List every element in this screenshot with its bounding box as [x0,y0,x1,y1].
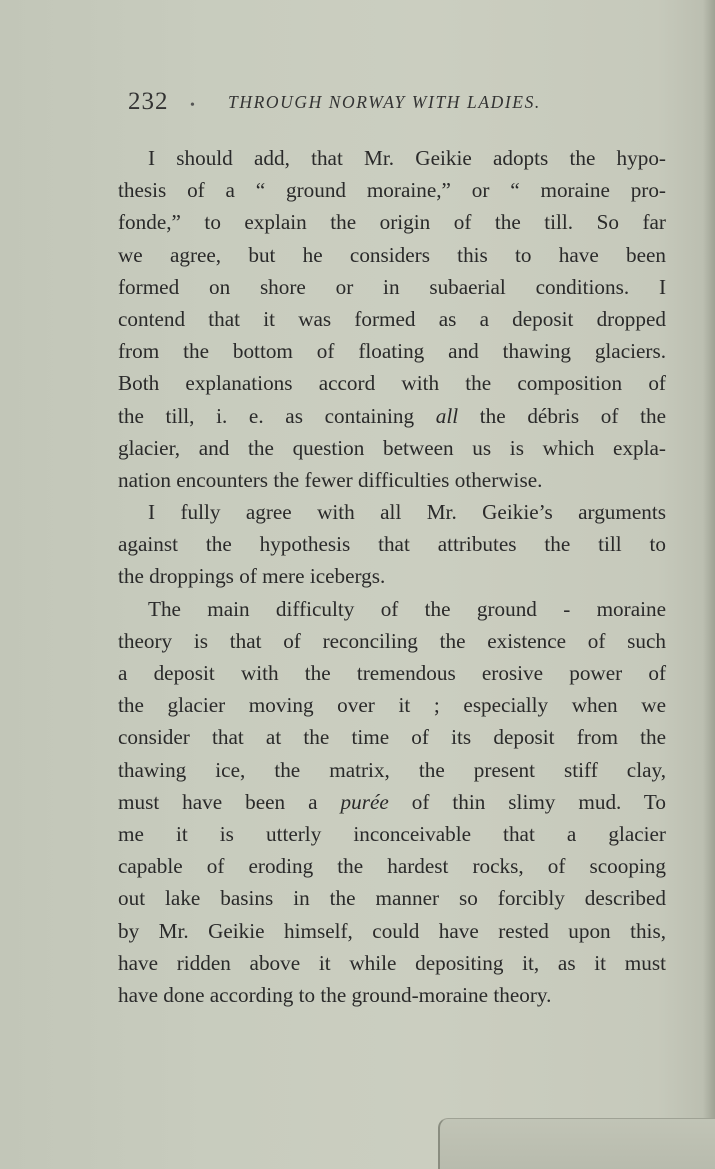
text-line: theory is that of reconciling the existence of such [118,628,666,653]
text-line: a deposit with the tremendous erosive power of [118,661,666,685]
page-header [128,88,588,122]
text-line: nation encounters the fewer difficulties otherwise. [118,467,543,492]
text-line: thesis of a “ ground moraine,” or “ moraine pro- [118,178,666,203]
paragraph [118,142,666,496]
paragraph [118,496,666,593]
text-line: thawing ice, the matrix, the present stiff clay, [118,757,666,782]
header-dot: • [190,98,195,113]
text-line: consider that at the time of its deposit from the [118,725,666,750]
text-line: against the hypothesis that attributes the till to [118,532,666,557]
text-line: glacier, and the question between us is which expla- [118,435,666,460]
paragraph [118,593,666,1011]
text-line: the droppings of mere icebergs. [118,564,386,589]
text-line: I fully agree with all Mr. Geikie’s arguments [148,500,666,525]
text-line: fonde,” to explain the origin of the till. So far [118,210,666,235]
text-line: Both explanations accord with the composition of [118,371,666,396]
text-line: have done according to the ground-moraine theory. [118,982,552,1007]
italic-word: all [435,403,459,428]
text-line: I should add, that Mr. Geikie adopts the hypo- [148,146,666,170]
text-line: must have been a purée of thin slimy mud. To [118,789,666,814]
text-line: have ridden above it while depositing it, as it must [118,950,666,975]
page-number: 232 [128,88,169,115]
text-line: out lake basins in the manner so forcibly described [118,886,666,911]
page-tab [438,1118,715,1169]
text-line: we agree, but he considers this to have been [118,242,666,267]
text-line: the glacier moving over it ; especially when we [118,693,666,718]
text-line: capable of eroding the hardest rocks, of scooping [118,854,666,879]
text-line: me it is utterly inconceivable that a glacier [118,821,666,846]
body-text [118,142,666,1011]
spine-shadow [703,0,715,1169]
text-line: formed on shore or in subaerial conditions. I [118,274,666,299]
text-line: The main difficulty of the ground - moraine [148,596,666,621]
text-line: contend that it was formed as a deposit dropped [118,306,666,331]
running-title: THROUGH NORWAY WITH LADIES. [228,92,541,112]
text-line: by Mr. Geikie himself, could have rested upon this, [118,918,666,943]
text-line: from the bottom of floating and thawing glaciers. [118,339,666,364]
italic-word: purée [340,789,389,814]
text-line: the till, i. e. as containing all the débris of the [118,403,666,428]
